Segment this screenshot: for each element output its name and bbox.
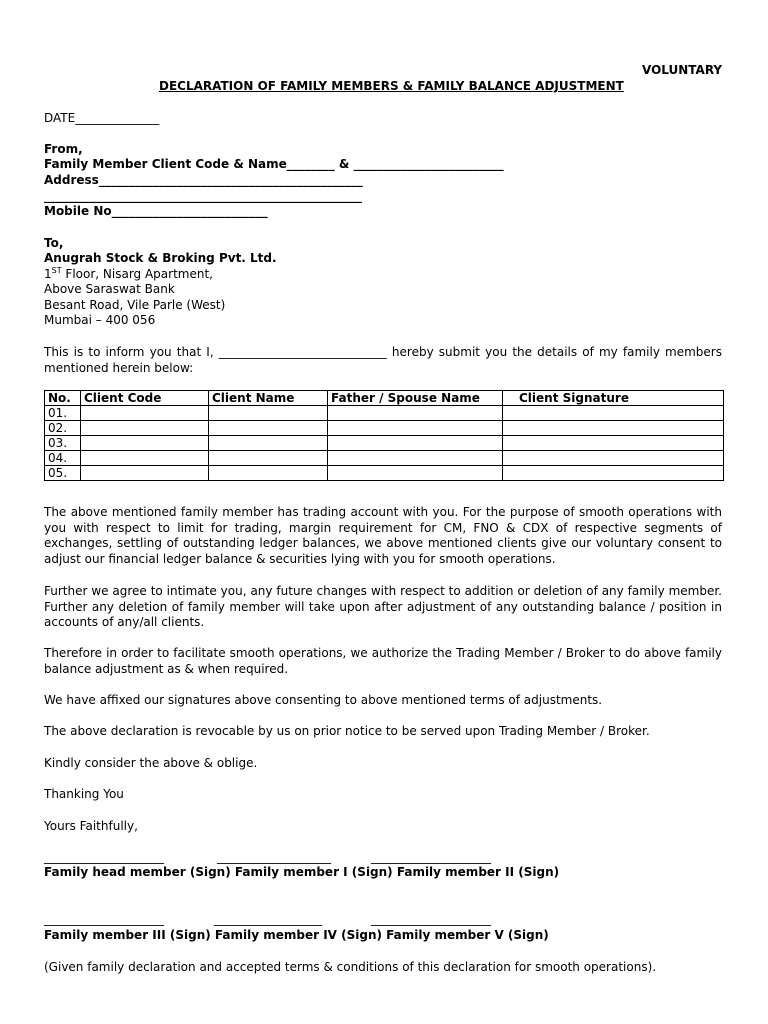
floor-rest: Floor, Nisarg Apartment, [61,267,213,281]
document-title: DECLARATION OF FAMILY MEMBERS & FAMILY BALANCE ADJUSTMENT [159,79,624,93]
table-cell [328,466,503,481]
signature-line-member-5: ____________________ [371,912,491,926]
address-field-line2: _____________________________________________________ [44,189,362,203]
to-label: To, [44,236,64,250]
from-label: From, [44,142,83,156]
table-cell [81,421,209,436]
column-header-client-name: Client Name [209,391,328,406]
paragraph-revocable: The above declaration is revocable by us on prior notice to be served upon Trading Member / Broker. [44,724,650,738]
paragraph-authorization: Therefore in order to facilitate smooth operations, we authorize the Trading Member / Broker to do above family balance adjustment as & when required. [44,646,722,676]
closing-faithfully: Yours Faithfully, [44,819,138,833]
table-cell [503,466,724,481]
table-cell [503,436,724,451]
row-number: 01. [45,406,81,421]
table-row [45,466,724,481]
address-line-1 [44,267,213,282]
column-header-client-signature: Client Signature [503,391,724,406]
signature-labels-row-2: Family member III (Sign) Family member IV (Sign) Family member V (Sign) [44,928,549,942]
table-cell [503,406,724,421]
table-row [45,421,724,436]
table-cell [328,406,503,421]
table-row [45,406,724,421]
signature-line-family-head: ____________________ [44,850,164,864]
family-members-table [44,390,724,481]
paragraph-consent: The above mentioned family member has trading account with you. For the purpose of smooth operations with you with respect to limit for trading, margin requirement for CM, FNO & CDX of respective segments of exchanges, settling of outstanding ledger balances, we above mentioned clients give our voluntary consent to adjust our financial ledger balance & securities lying with you for smooth operations. [44,505,722,566]
table-cell [81,466,209,481]
table-header-row [45,391,724,406]
table-cell [209,466,328,481]
column-header-father-spouse-name: Father / Spouse Name [328,391,503,406]
paragraph-signatures-affixed: We have affixed our signatures above consenting to above mentioned terms of adjustments. [44,693,603,707]
row-number: 04. [45,451,81,466]
column-header-client-code: Client Code [81,391,209,406]
address-field: Address____________________________________________ [44,173,363,187]
table-cell [209,451,328,466]
address-line-3: Besant Road, Vile Parle (West) [44,298,226,312]
table-cell [209,406,328,421]
document-tag: VOLUNTARY [642,63,723,77]
row-number: 05. [45,466,81,481]
client-code-name-field: Family Member Client Code & Name________ & _________________________ [44,157,504,171]
address-line-4: Mumbai – 400 056 [44,313,156,327]
table-cell [328,436,503,451]
signature-line-member-4: __________________ [214,912,322,926]
paragraph-oblige: Kindly consider the above & oblige. [44,756,258,770]
table-row [45,451,724,466]
date-field: DATE______________ [44,111,160,125]
table-cell [209,436,328,451]
signature-line-member-1: ___________________ [217,850,331,864]
paragraph-changes: Further we agree to intimate you, any future changes with respect to addition or deletion of any family member. Further any deletion of family member will take upon after adjustment of any outstanding balance / position in accounts of any/all clients. [44,584,722,629]
signature-line-member-2: ____________________ [371,850,491,864]
table-cell [503,451,724,466]
row-number: 02. [45,421,81,436]
mobile-field: Mobile No__________________________ [44,204,268,218]
table-cell [209,421,328,436]
table-cell [81,406,209,421]
closing-thanks: Thanking You [44,787,124,801]
floor-number: 1 [44,267,52,281]
table-cell [81,451,209,466]
company-name: Anugrah Stock & Broking Pvt. Ltd. [44,251,277,265]
intro-paragraph: This is to inform you that I, ____________________________ hereby submit you the details of my family members mentioned herein below: [44,345,722,375]
signature-labels-row-1: Family head member (Sign) Family member I (Sign) Family member II (Sign) [44,865,560,879]
table-cell [328,451,503,466]
row-number: 03. [45,436,81,451]
footer-note: (Given family declaration and accepted terms & conditions of this declaration for smooth operations). [44,960,657,974]
address-line-2: Above Saraswat Bank [44,282,175,296]
table-row [45,436,724,451]
signature-line-member-3: ____________________ [44,912,164,926]
column-header-no: No. [45,391,81,406]
table-cell [81,436,209,451]
table-cell [328,421,503,436]
table-cell [503,421,724,436]
floor-superscript: ST [51,266,62,275]
